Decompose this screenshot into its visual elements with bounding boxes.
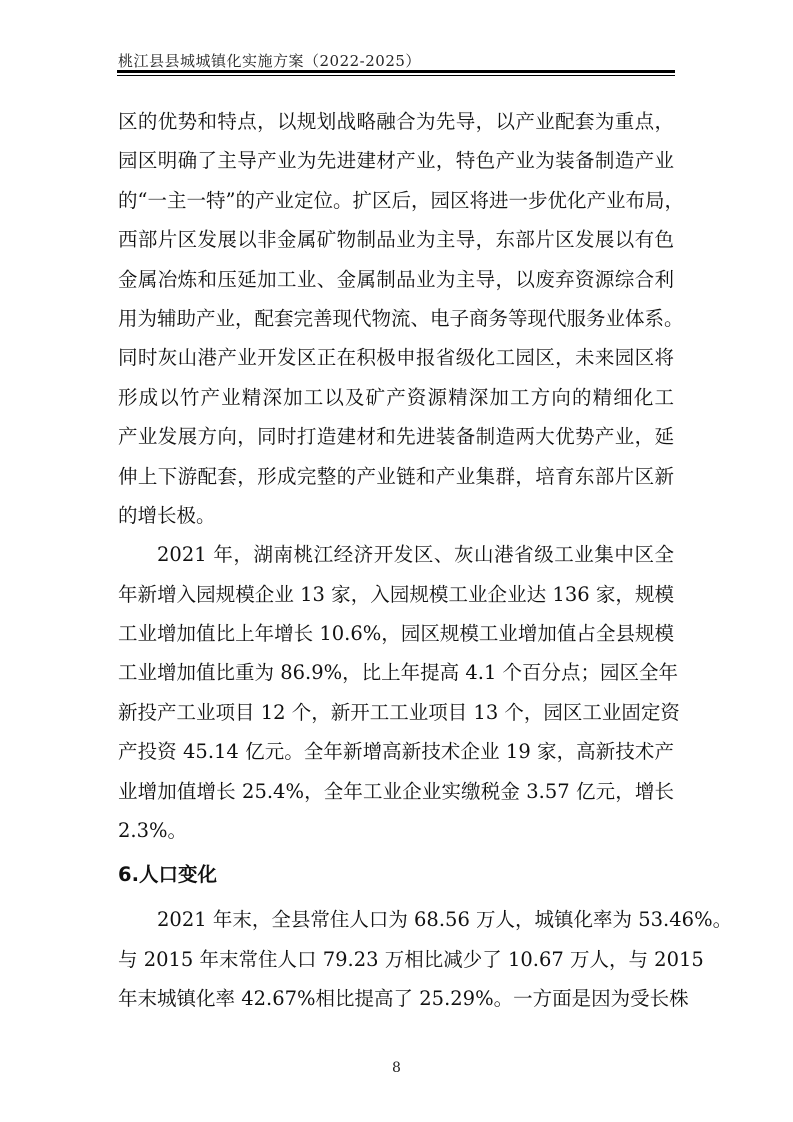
text-line: 园区明确了主导产业为先进建材产业，特色产业为装备制造产业 [118, 149, 674, 173]
text-line: 新投产工业项目 12 个，新开工工业项目 13 个，园区工业固定资 [118, 700, 680, 724]
text-line: 2.3%。 [118, 819, 188, 843]
section-heading: 6.人口变化 [118, 863, 217, 887]
text-line: 金属冶炼和压延加工业、金属制品业为主导，以废弃资源综合利 [118, 267, 674, 291]
text-line: 西部片区发展以非金属矿物制品业为主导，东部片区发展以有色 [118, 228, 674, 252]
text-line: 工业增加值比上年增长 10.6%，园区规模工业增加值占全县规模 [118, 622, 674, 646]
text-line: 业增加值增长 25.4%，全年工业企业实缴税金 3.57 亿元，增长 [118, 779, 674, 803]
header-rule-thick [117, 70, 675, 73]
paragraph-population-change [118, 900, 733, 1018]
text-line: 工业增加值比重为 86.9%，比上年提高 4.1 个百分点；园区全年 [118, 661, 679, 685]
running-header: 桃江县县城城镇化实施方案（2022-2025） [118, 52, 421, 70]
text-line: 区的优势和特点，以规划战略融合为先导，以产业配套为重点， [118, 110, 674, 133]
text-line: 同时灰山港产业开发区正在积极申报省级化工园区，未来园区将 [118, 346, 674, 370]
text-line: 年新增入园规模企业 13 家，入园规模工业企业达 136 家，规模 [118, 582, 674, 606]
page-number: 8 [392, 1060, 401, 1076]
header-rule-thin [117, 75, 675, 76]
text-line: 产投资 45.14 亿元。全年新增高新技术企业 19 家，高新技术产 [118, 740, 674, 764]
paragraph-2021-park-stats [118, 535, 680, 850]
text-line: 伸上下游配套，形成完整的产业链和产业集群，培育东部片区新 [118, 464, 674, 488]
paragraph-industry-layout [118, 102, 684, 535]
text-line: 的增长极。 [118, 503, 216, 527]
document-body [118, 102, 733, 1019]
text-line: 年末城镇化率 42.67%相比提高了 25.29%。一方面是因为受长株 [118, 987, 689, 1011]
text-line: 产业发展方向，同时打造建材和先进装备制造两大优势产业，延 [118, 425, 674, 449]
text-line: 的“一主一特”的产业定位。扩区后，园区将进一步优化产业布局， [118, 188, 684, 212]
text-line: 用为辅助产业，配套完善现代物流、电子商务等现代服务业体系。 [118, 306, 684, 330]
text-line: 形成以竹产业精深加工以及矿产资源精深加工方向的精细化工 [118, 385, 674, 409]
text-line: 2021 年，湖南桃江经济开发区、灰山港省级工业集中区全 [157, 543, 674, 567]
text-line: 与 2015 年末常住人口 79.23 万相比减少了 10.67 万人，与 2015 [118, 947, 704, 971]
text-line: 2021 年末，全县常住人口为 68.56 万人，城镇化率为 53.46%。 [157, 908, 733, 932]
